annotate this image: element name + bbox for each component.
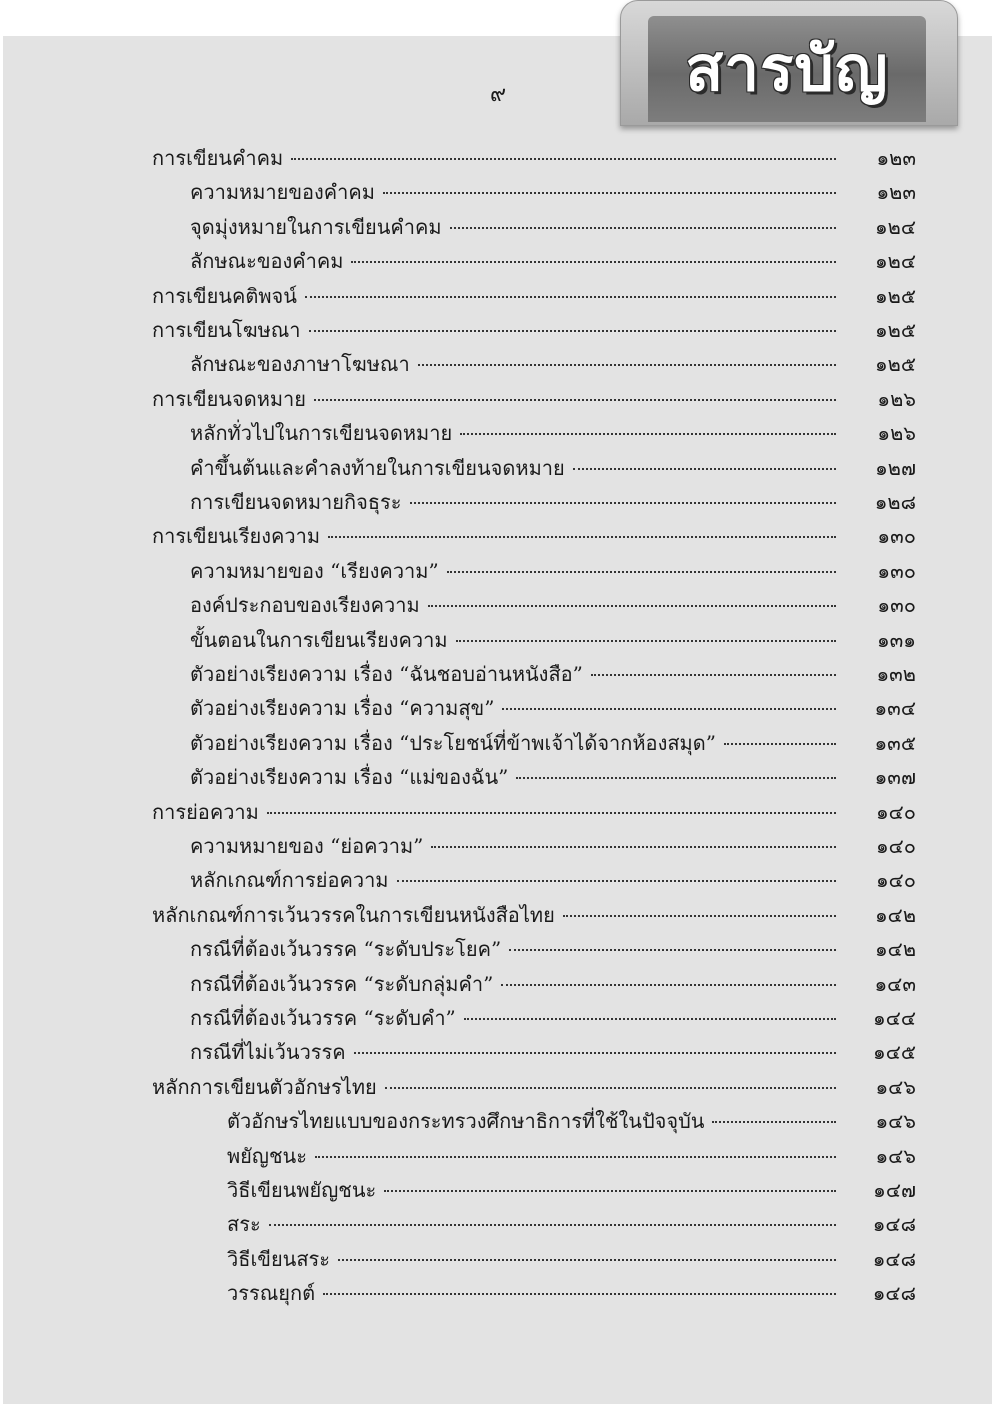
toc-entry-page: ๑๓๕ xyxy=(874,730,916,755)
toc-entry-label: องค์ประกอบของเรียงความ xyxy=(190,593,420,618)
dot-leader xyxy=(431,846,836,848)
toc-entry-label: วรรณยุกต์ xyxy=(227,1281,316,1306)
dot-leader xyxy=(338,1259,836,1261)
toc-entry xyxy=(0,383,992,417)
toc-entry-page: ๑๒๔ xyxy=(874,249,916,274)
dot-leader xyxy=(428,605,836,607)
dot-leader xyxy=(563,915,836,917)
toc-entry-page: ๑๓๔ xyxy=(874,696,916,721)
toc-entry-page: ๑๔๖ xyxy=(875,1143,916,1168)
page-title: สารบัญ xyxy=(685,32,889,105)
dot-leader xyxy=(464,1018,836,1020)
toc-entry-label: ตัวอย่างเรียงความ เรื่อง “ฉันชอบอ่านหนังสือ” xyxy=(190,662,583,686)
dot-leader xyxy=(516,777,836,779)
toc-entry-page: ๑๓๐ xyxy=(877,593,916,618)
toc-entry-page: ๑๔๗ xyxy=(873,1178,916,1202)
dot-leader xyxy=(573,468,836,470)
toc-entry xyxy=(0,555,992,589)
toc-entry xyxy=(0,280,992,314)
toc-entry xyxy=(0,1140,992,1174)
dot-leader xyxy=(591,674,836,676)
toc-entry-label: ตัวอย่างเรียงความ เรื่อง “แม่ของฉัน” xyxy=(190,765,509,790)
toc-entry xyxy=(0,968,992,1002)
toc-entry-label: ขั้นตอนในการเขียนเรียงความ xyxy=(190,627,448,652)
toc-entry xyxy=(0,520,992,554)
dot-leader xyxy=(291,158,836,160)
toc-entry xyxy=(0,1208,992,1242)
dot-leader xyxy=(724,743,836,745)
toc-entry xyxy=(0,624,992,658)
toc-entry-label: กรณีที่ต้องเว้นวรรค “ระดับคำ” xyxy=(190,1006,456,1030)
toc-entry-label: กรณีที่ต้องเว้นวรรค “ระดับกลุ่มคำ” xyxy=(190,971,494,996)
toc-entry-page: ๑๔๘ xyxy=(872,1212,916,1237)
toc-entry-page: ๑๔๕ xyxy=(873,1040,916,1065)
toc-entry-page: ๑๒๔ xyxy=(874,214,916,239)
toc-entry-page: ๑๓๐ xyxy=(877,524,916,549)
toc-entry-label: คำขึ้นต้นและคำลงท้ายในการเขียนจดหมาย xyxy=(190,455,565,480)
toc-entry-label: การเขียนเรียงความ xyxy=(152,524,321,549)
toc-entry-label: หลักเกณฑ์การเว้นวรรคในการเขียนหนังสือไทย xyxy=(152,902,555,927)
toc-entry xyxy=(0,727,992,761)
toc-entry-page: ๑๔๔ xyxy=(873,1006,916,1030)
toc-entry-page: ๑๔๓ xyxy=(874,971,916,996)
dot-leader xyxy=(305,296,836,298)
dot-leader xyxy=(267,812,836,814)
toc-entry xyxy=(0,142,992,176)
toc-entry xyxy=(0,1071,992,1105)
toc-entry xyxy=(0,692,992,726)
dot-leader xyxy=(509,949,836,951)
toc-entry-label: วิธีเขียนพยัญชนะ xyxy=(227,1178,377,1202)
toc-entry-label: หลักการเขียนตัวอักษรไทย xyxy=(152,1074,377,1099)
toc-entry-label: กรณีที่ไม่เว้นวรรค xyxy=(190,1040,346,1065)
toc-entry xyxy=(0,1243,992,1277)
dot-leader xyxy=(384,1190,836,1192)
dot-leader xyxy=(418,364,836,366)
dot-leader xyxy=(383,192,836,194)
toc-entry-page: ๑๓๗ xyxy=(874,765,916,790)
toc-entry xyxy=(0,417,992,451)
toc-entry xyxy=(0,658,992,692)
toc-entry xyxy=(0,486,992,520)
toc-entry-page: ๑๔๐ xyxy=(875,834,916,858)
toc-entry xyxy=(0,830,992,864)
dot-leader xyxy=(309,330,836,332)
toc-entry-page: ๑๔๐ xyxy=(875,799,916,824)
toc-entry-page: ๑๒๖ xyxy=(877,386,916,411)
toc-entry xyxy=(0,452,992,486)
toc-entry-page: ๑๔๐ xyxy=(875,868,916,893)
toc-entry-page: ๑๒๖ xyxy=(877,421,916,446)
toc-entry xyxy=(0,1174,992,1208)
dot-leader xyxy=(460,433,836,435)
dot-leader xyxy=(712,1121,836,1123)
dot-leader xyxy=(328,536,836,538)
toc-entry xyxy=(0,348,992,382)
toc-entry xyxy=(0,589,992,623)
toc-entry-page: ๑๓๑ xyxy=(876,627,916,652)
toc-entry-label: หลักทั่วไปในการเขียนจดหมาย xyxy=(190,421,453,446)
toc-entry xyxy=(0,245,992,279)
toc-entry xyxy=(0,796,992,830)
dot-leader xyxy=(397,880,837,882)
page-number: ๙ xyxy=(489,82,507,107)
toc-entry-label: สระ xyxy=(227,1212,261,1237)
toc-entry xyxy=(0,176,992,210)
toc-entry-page: ๑๔๒ xyxy=(874,937,916,962)
toc-entry-label: ความหมายของ “เรียงความ” xyxy=(190,558,439,583)
toc-entry-label: การเขียนจดหมายกิจธุระ xyxy=(190,490,402,514)
toc-entry xyxy=(0,1036,992,1070)
toc-entry-page: ๑๒๕ xyxy=(874,352,916,377)
dot-leader xyxy=(314,399,836,401)
toc-entry xyxy=(0,1002,992,1036)
dot-leader xyxy=(450,227,836,229)
toc-entry xyxy=(0,1105,992,1139)
dot-leader xyxy=(351,261,836,263)
toc-entry-label: การย่อความ xyxy=(152,799,259,824)
toc-entry-page: ๑๔๖ xyxy=(875,1074,916,1099)
toc-entry-label: พยัญชนะ xyxy=(227,1143,307,1168)
toc-entry-label: ความหมายของคำคม xyxy=(190,180,375,205)
toc-entry-page: ๑๒๘ xyxy=(874,490,916,514)
dot-leader xyxy=(410,502,836,504)
toc-entry xyxy=(0,314,992,348)
toc-entry-label: การเขียนคติพจน์ xyxy=(152,283,297,308)
toc-entry xyxy=(0,864,992,898)
toc-entry-page: ๑๔๒ xyxy=(874,902,916,927)
toc-entry-page: ๑๒๕ xyxy=(874,318,916,342)
toc-entry-label: ความหมายของ “ย่อความ” xyxy=(190,834,424,858)
dot-leader xyxy=(502,708,836,710)
dot-leader xyxy=(385,1087,836,1089)
toc-entry-label: ตัวอักษรไทยแบบของกระทรวงศึกษาธิการที่ใช้ในปัจจุบัน xyxy=(227,1109,705,1134)
toc-entry-label: จุดมุ่งหมายในการเขียนคำคม xyxy=(190,214,442,239)
toc-entry-page: ๑๓๐ xyxy=(877,558,916,583)
toc-entry xyxy=(0,211,992,245)
toc-entry-label: ลักษณะของภาษาโฆษณา xyxy=(190,352,410,377)
toc-entry-label: ตัวอย่างเรียงความ เรื่อง “ประโยชน์ที่ข้าพเจ้าได้จากห้องสมุด” xyxy=(190,730,716,755)
dot-leader xyxy=(354,1052,836,1054)
title-plate xyxy=(648,16,926,122)
toc-entry-page: ๑๔๘ xyxy=(872,1246,916,1271)
toc-entry-label: หลักเกณฑ์การย่อความ xyxy=(190,868,389,893)
dot-leader xyxy=(501,984,836,986)
toc-entry-label: ลักษณะของคำคม xyxy=(190,249,344,274)
toc-entry-label: การเขียนจดหมาย xyxy=(152,386,307,411)
toc-entry-label: วิธีเขียนสระ xyxy=(227,1246,331,1271)
toc-entry-page: ๑๒๓ xyxy=(876,146,916,170)
toc-entry-page: ๑๓๒ xyxy=(876,662,916,686)
dot-leader xyxy=(447,571,836,573)
dot-leader xyxy=(269,1224,836,1226)
toc-entry-page: ๑๔๘ xyxy=(872,1281,916,1306)
toc-entry xyxy=(0,761,992,795)
toc-entry-label: ตัวอย่างเรียงความ เรื่อง “ความสุข” xyxy=(190,696,495,721)
toc-entry xyxy=(0,933,992,967)
toc-entry-label: การเขียนคำคม xyxy=(152,146,284,170)
toc-entry-page: ๑๒๓ xyxy=(876,180,916,205)
toc-entry-page: ๑๒๗ xyxy=(875,455,916,480)
toc-entry-page: ๑๒๕ xyxy=(874,283,916,308)
toc-entry xyxy=(0,1277,992,1311)
dot-leader xyxy=(456,640,836,642)
toc-entry-label: การเขียนโฆษณา xyxy=(152,318,301,342)
toc-entry-page: ๑๔๖ xyxy=(875,1109,916,1134)
toc-entry-label: กรณีที่ต้องเว้นวรรค “ระดับประโยค” xyxy=(190,937,502,962)
dot-leader xyxy=(315,1156,836,1158)
dot-leader xyxy=(323,1293,836,1295)
toc-entry xyxy=(0,899,992,933)
